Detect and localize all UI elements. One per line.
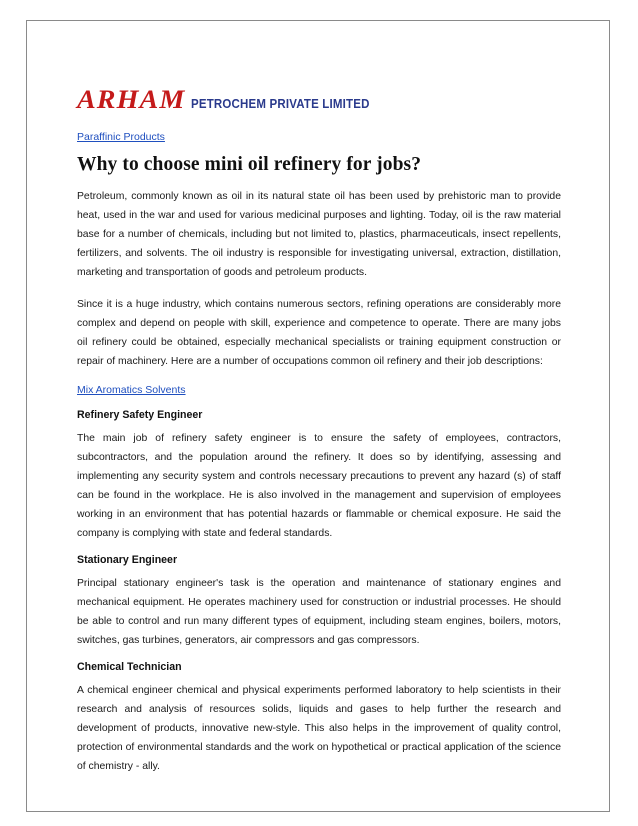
intro-paragraph-2: Since it is a huge industry, which contains numerous sectors, refining operations are considerably more complex and depend on people with skill, experience and competence to operate. There are many jobs oil refinery could be obtained, especially mechanical specialists or training equipment construction or repair of machinery. Here are a number of occupations common oil refinery and their job descriptions:: [77, 299, 561, 367]
logo-subtitle: PETROCHEM PRIVATE LIMITED: [191, 97, 370, 111]
paraffinic-products-link[interactable]: Paraffinic Products: [77, 131, 165, 143]
section-heading-safety-engineer: Refinery Safety Engineer: [77, 409, 203, 421]
mix-aromatics-solvents-link[interactable]: Mix Aromatics Solvents: [77, 384, 186, 396]
section-text-safety-engineer: The main job of refinery safety engineer is to ensure the safety of employees, contractors, subcontractors, and the population around the refinery. It does so by identifying, assessing and implementing any security system and controls necessary precautions to prevent any hazard (s) of staff can be found in the workplace. He is also involved in the management and supervision of employees working in an environment that has potential hazards or flammable or chemical exposure. He said the company is complying with state and federal standards.: [77, 433, 561, 539]
company-logo: [77, 85, 561, 114]
document-content: [77, 85, 561, 776]
section-text-chemical-technician: A chemical engineer chemical and physical experiments performed laboratory to help scientists in their research and analysis of resources solids, liquids and gases to help further the research and development of products, innovative new-style. This also helps in the improvement of quality control, protection of environmental standards and the work on hypothetical or practical application of the science of chemistry - ally.: [77, 685, 561, 772]
article-title: Why to choose mini oil refinery for jobs?: [77, 154, 422, 175]
logo-brand: ARHAM: [77, 85, 186, 114]
section-heading-stationary-engineer: Stationary Engineer: [77, 554, 178, 566]
section-heading-chemical-technician: Chemical Technician: [77, 661, 182, 673]
section-text-stationary-engineer: Principal stationary engineer's task is the operation and maintenance of stationary engines and mechanical equipment. He operates machinery used for construction or industrial processes. He should be able to control and run many different types of equipment, including steam engines, boilers, motors, switches, gas turbines, generators, air compressors and gas compressors.: [77, 578, 561, 646]
intro-paragraph-1: Petroleum, commonly known as oil in its natural state oil has been used by prehistoric man to provide heat, used in the war and used for various medicinal purposes and lighting. Today, oil is the raw material base for a number of chemicals, including but not limited to, plastics, pharmaceuticals, insect repellents, fertilizers, and solvents. The oil industry is responsible for investigating universal, extraction, distillation, marketing and transportation of goods and petroleum products.: [77, 191, 561, 278]
